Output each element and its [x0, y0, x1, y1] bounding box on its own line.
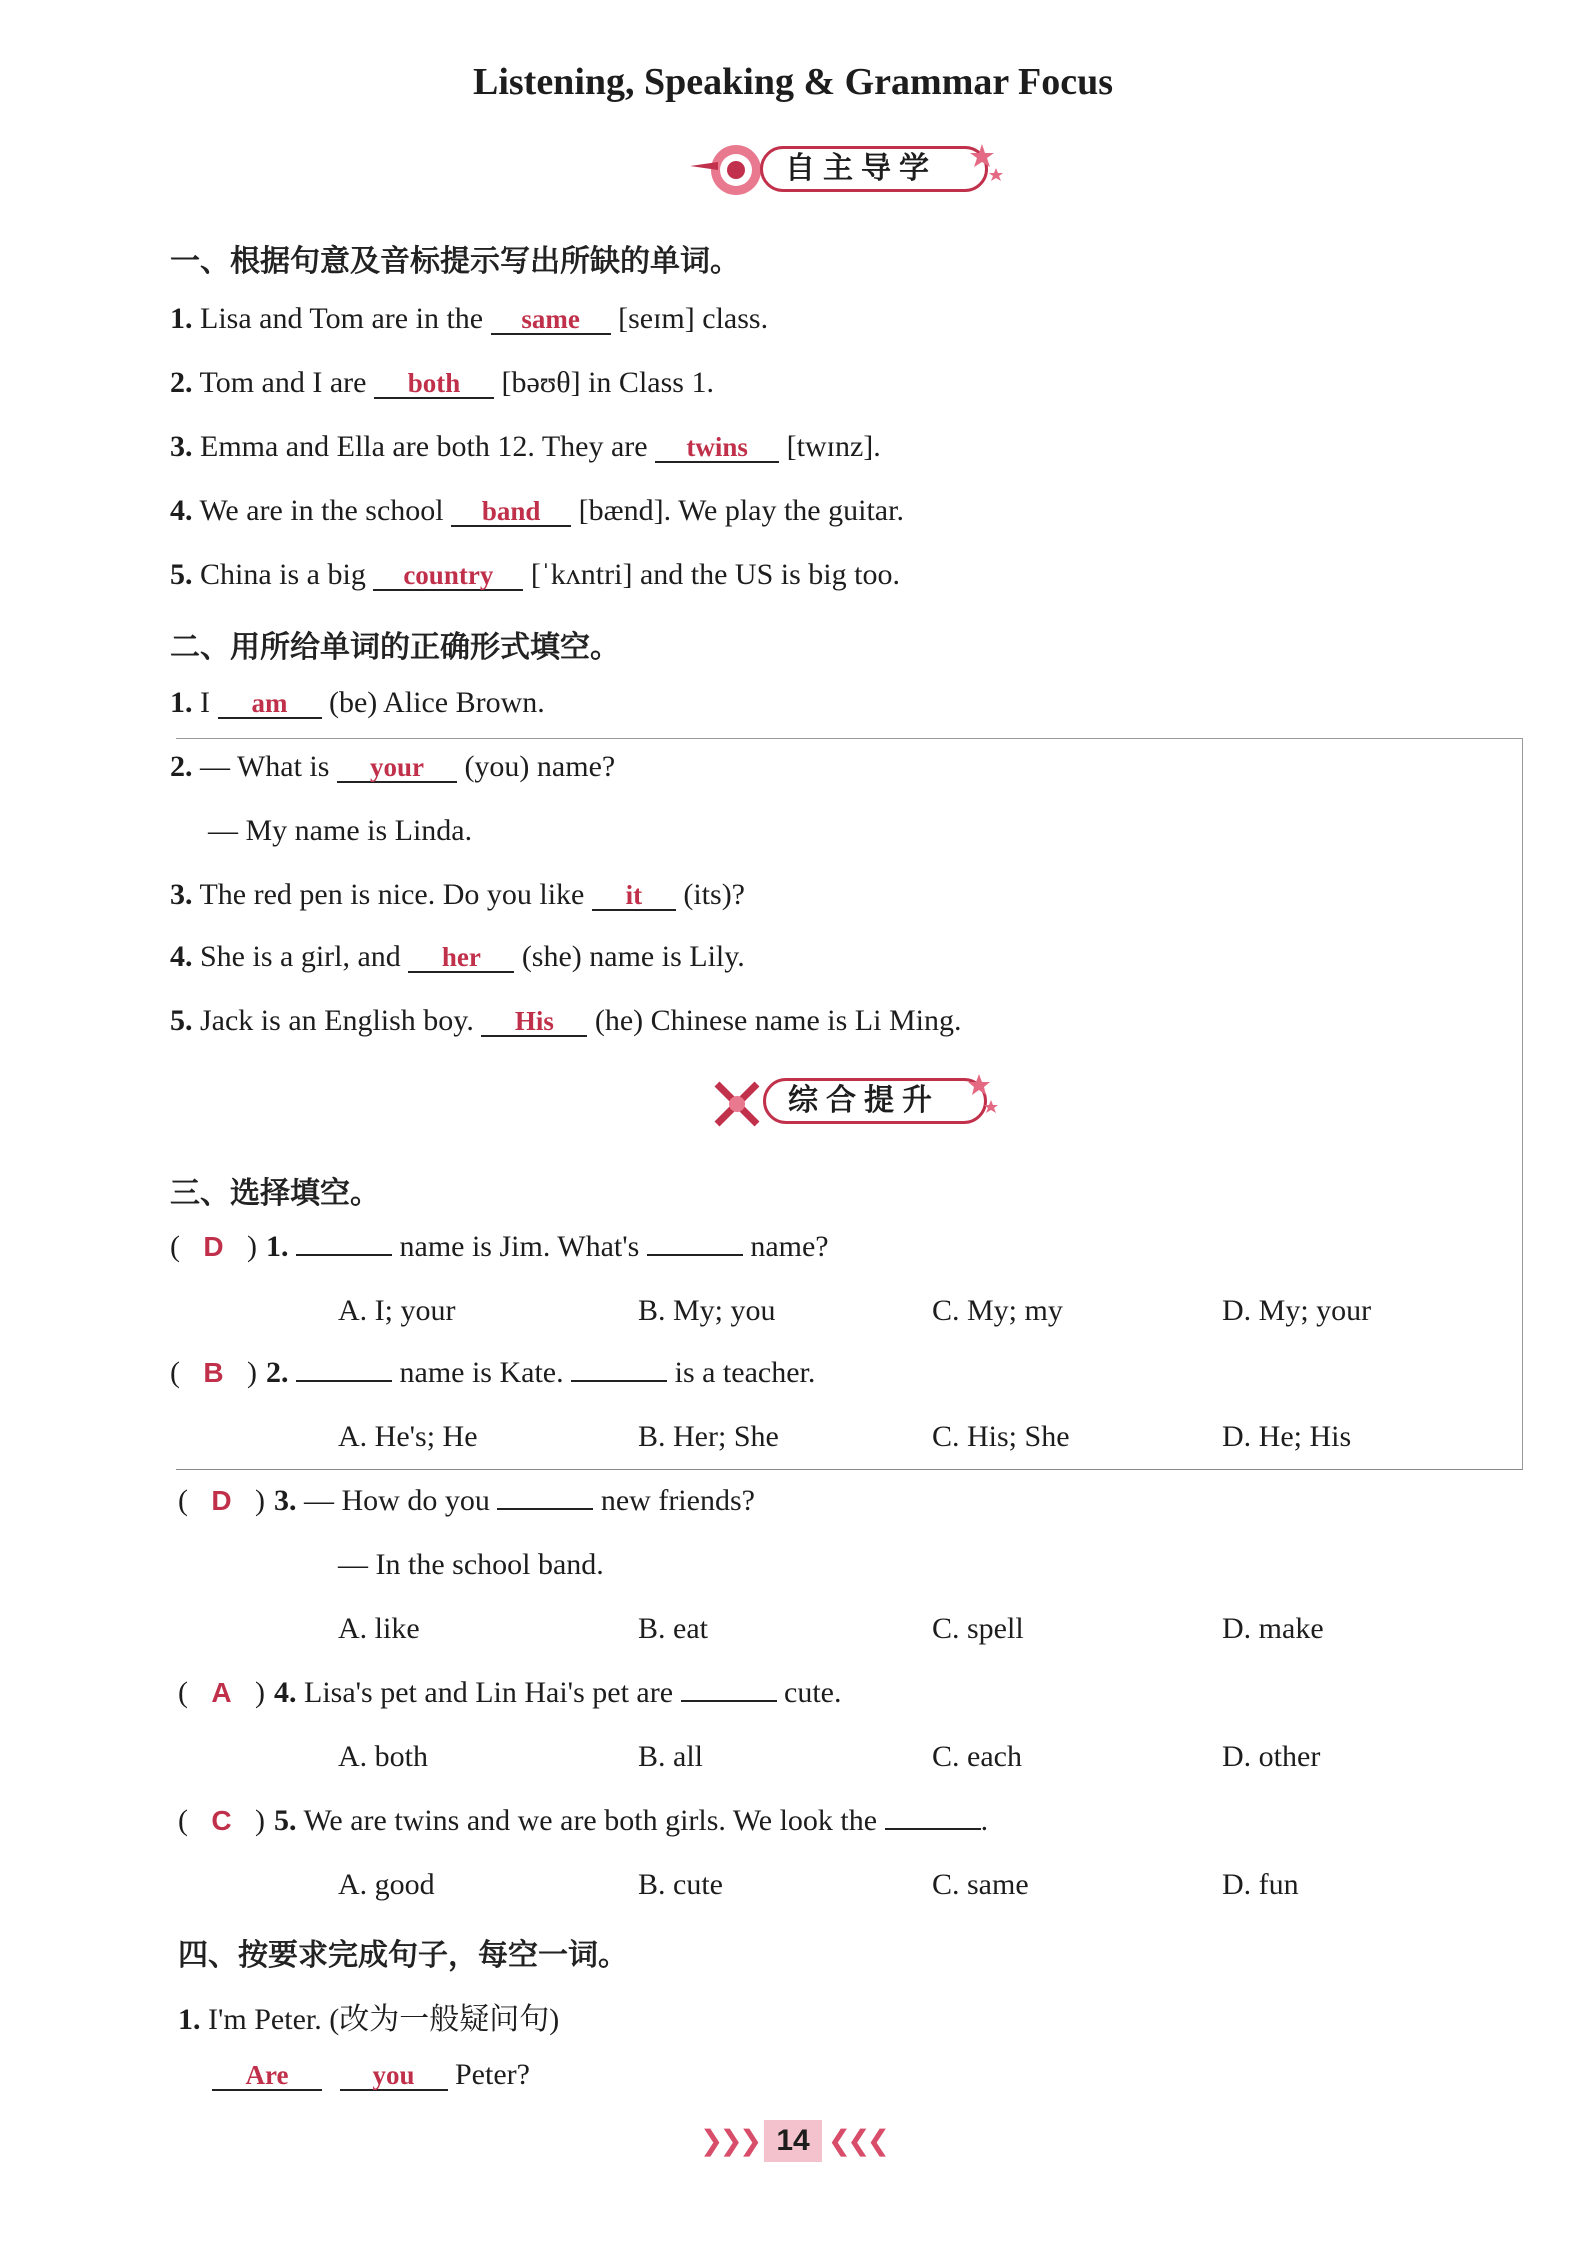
banner-title: 自主导学 — [760, 146, 988, 192]
choice-answer: B — [203, 1357, 224, 1388]
answer-blank: you — [340, 2061, 448, 2091]
section-1-heading: 一、根据句意及音标提示写出所缺的单词。 — [170, 244, 740, 279]
s3-q2-option-a: A. He's; He — [338, 1420, 478, 1453]
s3-q1-option-a: A. I; your — [338, 1294, 456, 1327]
chevron-left-icon: ❮❮❮ — [827, 2124, 887, 2157]
s1-item-4: 4. We are in the school band [bænd]. We play the guitar. — [170, 494, 904, 527]
s3-q1-option-c: C. My; my — [932, 1294, 1063, 1327]
s3-q1-option-b: B. My; you — [638, 1294, 776, 1327]
s3-q4-option-b: B. all — [638, 1740, 703, 1773]
choice-answer: D — [203, 1231, 224, 1262]
answer-blank — [571, 1380, 667, 1382]
star-icon — [967, 1072, 1003, 1122]
s3-q4-option-d: D. other — [1222, 1740, 1321, 1773]
section-banner-self-study — [690, 140, 1010, 196]
section-banner-improve — [705, 1072, 1005, 1128]
s3-q5-option-b: B. cute — [638, 1868, 723, 1901]
answer-blank — [296, 1380, 392, 1382]
answer-blank — [647, 1254, 743, 1256]
s3-question-3: ( D ) 3. — How do you new friends? — [178, 1484, 755, 1517]
s3-q3-option-b: B. eat — [638, 1612, 708, 1645]
s3-question-5: ( C ) 5. We are twins and we are both girls. We look the . — [178, 1804, 989, 1837]
answer-blank: country — [373, 561, 523, 591]
s3-q5-option-c: C. same — [932, 1868, 1029, 1901]
s1-item-3: 3. Emma and Ella are both 12. They are twins [twɪnz]. — [170, 430, 881, 463]
s2-item-1: 1. I am (be) Alice Brown. — [170, 686, 545, 719]
answer-blank: same — [491, 305, 611, 335]
page-number: 14 — [764, 2120, 821, 2162]
choice-answer: A — [211, 1677, 232, 1708]
s3-q4-option-c: C. each — [932, 1740, 1022, 1773]
answer-blank — [681, 1700, 777, 1702]
s1-item-1: 1. Lisa and Tom are in the same [seɪm] class. — [170, 302, 769, 335]
answer-blank — [885, 1828, 981, 1830]
s3-q3-reply: — In the school band. — [338, 1548, 604, 1581]
s3-q3-option-c: C. spell — [932, 1612, 1024, 1645]
answer-blank: am — [218, 689, 322, 719]
choice-answer: C — [211, 1805, 232, 1836]
s3-q2-option-b: B. Her; She — [638, 1420, 779, 1453]
s3-question-1: ( D ) 1. name is Jim. What's name? — [170, 1230, 829, 1263]
s2-item-5: 5. Jack is an English boy. His (he) Chinese name is Li Ming. — [170, 1004, 962, 1037]
s4-answer-1: Are you Peter? — [212, 2058, 530, 2092]
s2-item-2: 2. — What is your (you) name? — [170, 750, 616, 783]
answer-blank: both — [374, 369, 494, 399]
answer-blank — [497, 1508, 593, 1510]
banner-title: 综合提升 — [763, 1078, 987, 1124]
s3-q1-option-d: D. My; your — [1222, 1294, 1372, 1327]
choice-answer: D — [211, 1485, 232, 1516]
section-3-heading: 三、选择填空。 — [170, 1176, 380, 1211]
star-icon — [968, 142, 1008, 192]
page-title: Listening, Speaking & Grammar Focus — [472, 61, 1114, 103]
s1-item-2: 2. Tom and I are both [bəʊθ] in Class 1. — [170, 366, 714, 399]
s2-item-4: 4. She is a girl, and her (she) name is Lily. — [170, 940, 745, 973]
s3-q2-option-d: D. He; His — [1222, 1420, 1352, 1453]
s4-question-1: 1. I'm Peter. (改为一般疑问句) — [178, 2003, 560, 2036]
answer-blank: Are — [212, 2061, 322, 2091]
answer-blank: band — [451, 497, 571, 527]
answer-blank: His — [481, 1007, 587, 1037]
s3-q5-option-d: D. fun — [1222, 1868, 1299, 1901]
answer-blank: it — [592, 881, 676, 911]
s3-question-4: ( A ) 4. Lisa's pet and Lin Hai's pet are cute. — [178, 1676, 842, 1709]
s3-q3-option-d: D. make — [1222, 1612, 1324, 1645]
s3-q2-option-c: C. His; She — [932, 1420, 1070, 1453]
answer-blank: your — [337, 753, 457, 783]
s2-item-3: 3. The red pen is nice. Do you like it (its)? — [170, 878, 745, 911]
s3-q3-option-a: A. like — [338, 1612, 420, 1645]
s2-item-2-reply: — My name is Linda. — [208, 814, 473, 847]
section-2-heading: 二、用所给单词的正确形式填空。 — [170, 630, 620, 665]
chevron-right-icon: ❯❯❯ — [699, 2124, 759, 2157]
answer-blank — [296, 1254, 392, 1256]
s3-q4-option-a: A. both — [338, 1740, 428, 1773]
answer-blank: her — [408, 943, 514, 973]
page-number-footer — [0, 2120, 1586, 2162]
s3-question-2: ( B ) 2. name is Kate. is a teacher. — [170, 1356, 816, 1389]
s1-item-5: 5. China is a big country [ˈkʌntri] and the US is big too. — [170, 558, 900, 591]
s3-q5-option-a: A. good — [338, 1868, 435, 1901]
answer-blank: twins — [655, 433, 779, 463]
section-4-heading: 四、按要求完成句子，每空一词。 — [178, 1938, 628, 1973]
